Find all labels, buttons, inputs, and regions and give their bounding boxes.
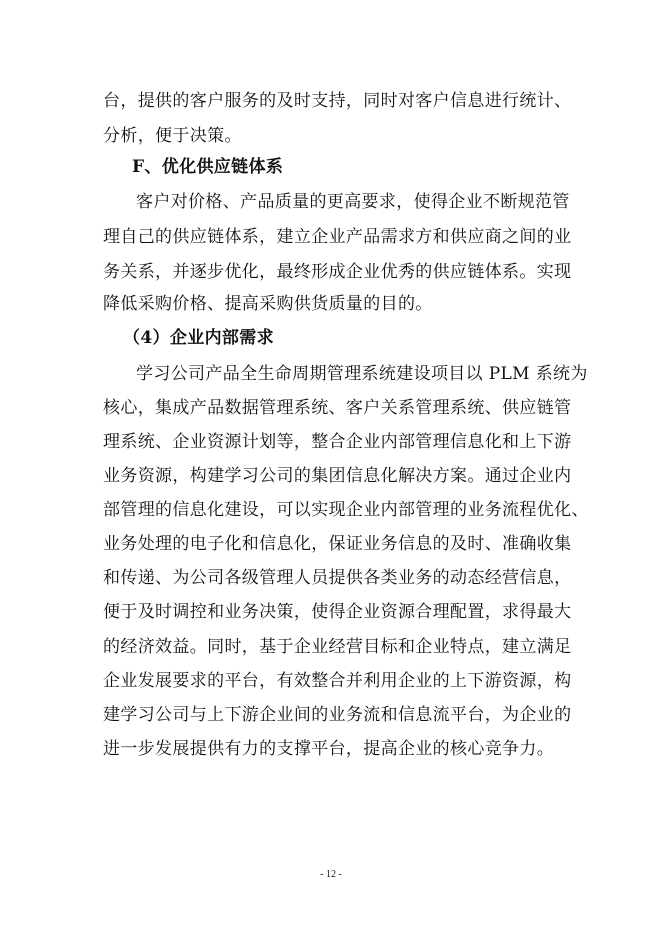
text-line: 理自己的供应链体系，建立企业产品需求方和供应商之间的业 — [103, 227, 572, 247]
text-line: 客户对价格、产品质量的更高要求，使得企业不断规范管 — [136, 192, 570, 212]
section-heading-4: （4）企业内部需求 — [123, 328, 274, 348]
text-line: 进一步发展提供有力的支撑平台，提高企业的核心竞争力。 — [103, 739, 555, 759]
text-line: 的经济效益。同时，基于企业经营目标和企业特点，建立满足 — [103, 637, 572, 657]
text-line: 建学习公司与上下游企业间的业务流和信息流平台，为企业的 — [103, 705, 572, 725]
text-line: 和传递、为公司各级管理人员提供各类业务的动态经营信息， — [103, 568, 572, 588]
text-line: 理系统、企业资源计划等，整合企业内部管理信息化和上下游 — [103, 432, 572, 452]
text-line: 业务处理的电子化和信息化，保证业务信息的及时、准确收集 — [103, 534, 572, 554]
text-line: 务关系，并逐步优化，最终形成企业优秀的供应链体系。实现 — [103, 262, 572, 282]
text-line: 便于及时调控和业务决策，使得企业资源合理配置，求得最大 — [103, 602, 572, 622]
text-line: 台，提供的客户服务的及时支持，同时对客户信息进行统计、 — [103, 91, 572, 111]
page-number: - 12 - — [320, 869, 342, 880]
text-line: 分析，便于决策。 — [103, 126, 242, 146]
text-line: 学习公司产品全生命周期管理系统建设项目以 PLM 系统为 — [136, 364, 588, 384]
text-line: 企业发展要求的平台，有效整合并利用企业的上下游资源，构 — [103, 671, 572, 691]
text-line: 核心，集成产品数据管理系统、客户关系管理系统、供应链管 — [103, 398, 572, 418]
text-line: 业务资源，构建学习公司的集团信息化解决方案。通过企业内 — [103, 466, 572, 486]
text-line: 降低采购价格、提高采购供货质量的目的。 — [103, 294, 433, 314]
text-line: 部管理的信息化建设，可以实现企业内部管理的业务流程优化、 — [103, 500, 589, 520]
section-heading-f: F、优化供应链体系 — [132, 157, 284, 177]
